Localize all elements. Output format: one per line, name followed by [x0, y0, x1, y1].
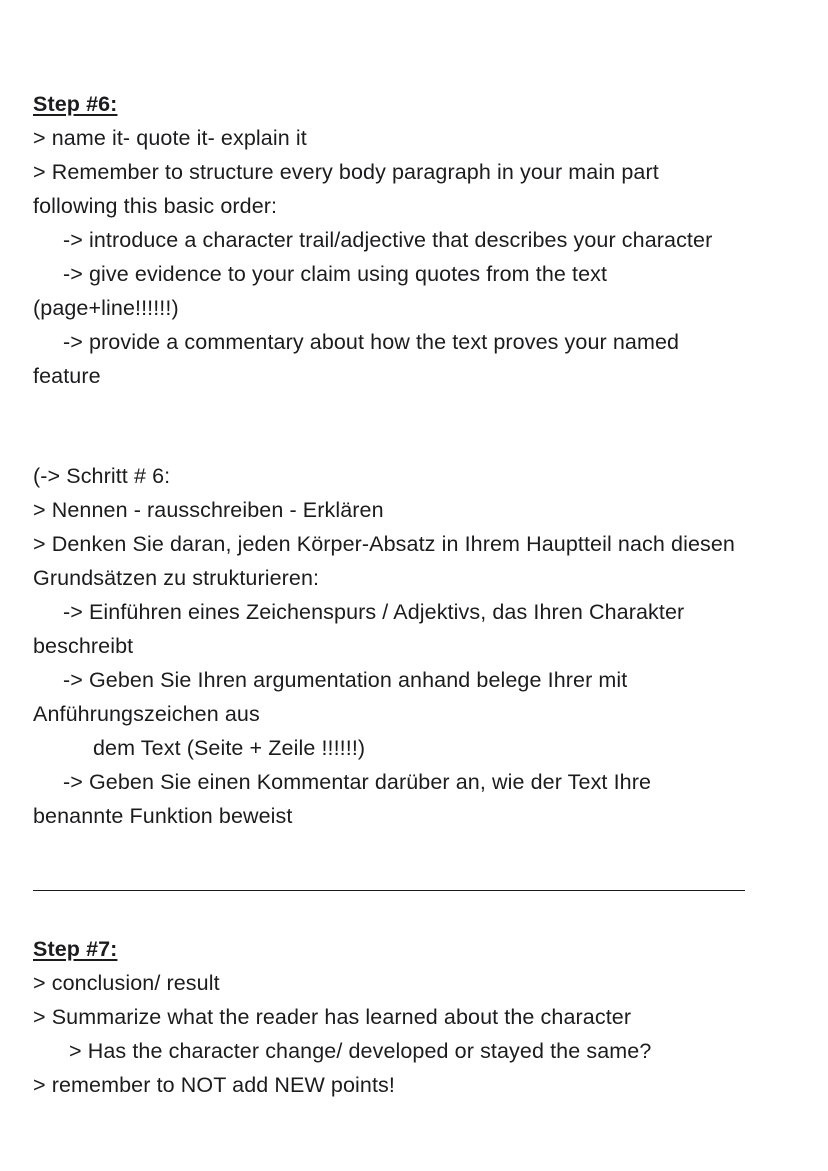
schritt6-line: dem Text (Seite + Zeile !!!!!!)	[93, 736, 366, 760]
step6-line: -> give evidence to your claim using quotes from the text	[63, 262, 608, 286]
step6-line: -> provide a commentary about how the text proves your named	[63, 330, 680, 354]
step6-line: (page+line!!!!!!)	[33, 296, 179, 320]
schritt6-line: -> Einführen eines Zeichenspurs / Adjektivs, das Ihren Charakter	[63, 600, 685, 624]
step6-line: > Remember to structure every body paragraph in your main part	[33, 160, 659, 184]
schritt6-line: > Nennen - rausschreiben - Erklären	[33, 498, 384, 522]
schritt6-line: benannte Funktion beweist	[33, 804, 293, 828]
schritt6-heading: (-> Schritt # 6:	[33, 464, 171, 488]
step6-heading: Step #6:	[33, 92, 118, 116]
step6-line: feature	[33, 364, 101, 388]
step6-line: -> introduce a character trail/adjective that describes your character	[63, 228, 713, 252]
schritt6-line: beschreibt	[33, 634, 134, 658]
schritt6-line: Anführungszeichen aus	[33, 702, 260, 726]
step6-line: following this basic order:	[33, 194, 278, 218]
schritt6-line: -> Geben Sie Ihren argumentation anhand belege Ihrer mit	[63, 668, 628, 692]
step7-line: > remember to NOT add NEW points!	[33, 1073, 395, 1097]
step7-line: > Summarize what the reader has learned about the character	[33, 1005, 632, 1029]
schritt6-line: Grundsätzen zu strukturieren:	[33, 566, 320, 590]
step7-heading: Step #7:	[33, 937, 118, 961]
step6-line: > name it- quote it- explain it	[33, 126, 307, 150]
schritt6-line: -> Geben Sie einen Kommentar darüber an, wie der Text Ihre	[63, 770, 652, 794]
step7-line: > conclusion/ result	[33, 971, 220, 995]
section-divider	[33, 890, 745, 891]
step7-line: > Has the character change/ developed or stayed the same?	[69, 1039, 652, 1063]
schritt6-line: > Denken Sie daran, jeden Körper-Absatz in Ihrem Hauptteil nach diesen	[33, 532, 735, 556]
